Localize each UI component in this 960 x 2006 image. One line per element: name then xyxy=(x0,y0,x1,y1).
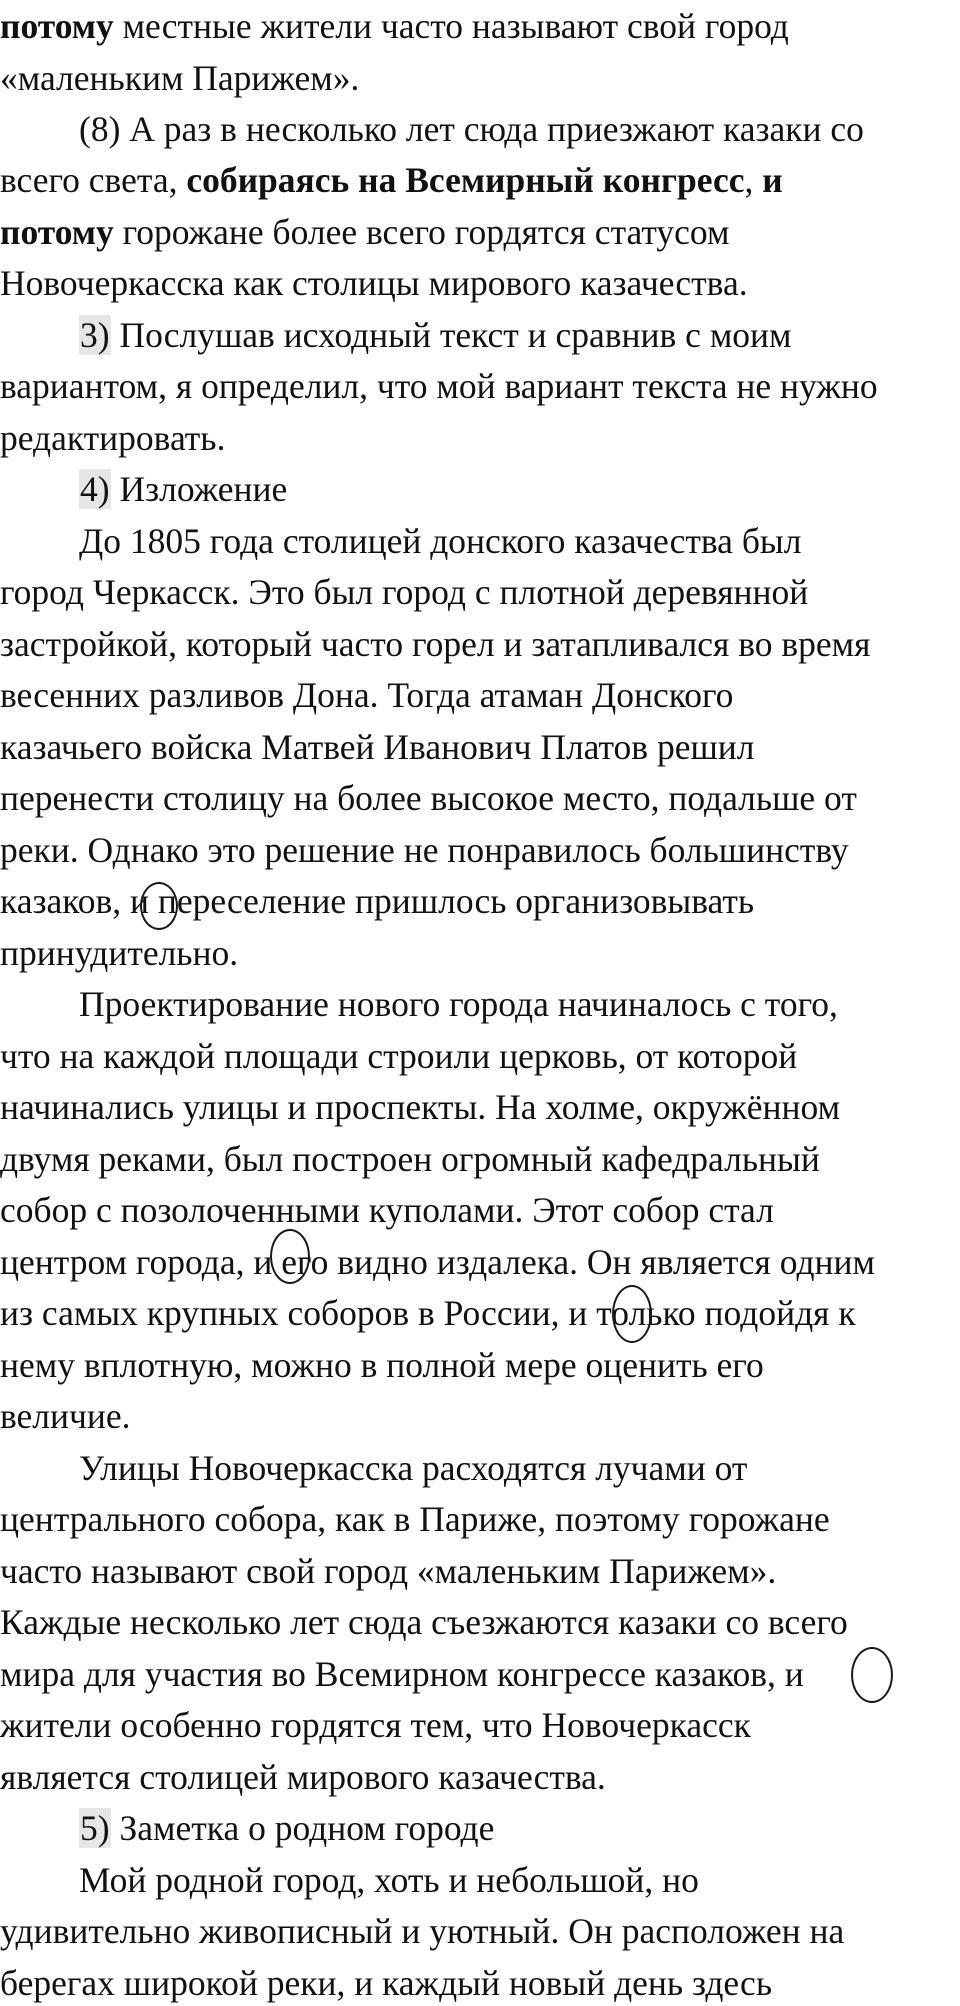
p2-line: двумя реками, был построен огромный кафедральный xyxy=(0,1139,820,1179)
p3-line: является столицей мирового казачества. xyxy=(0,1757,606,1797)
intro-line-3: (8) А раз в несколько лет сюда приезжают казаки со xyxy=(79,109,864,149)
item-5-number: 5) xyxy=(80,1808,110,1848)
item-4-heading xyxy=(79,466,287,512)
p3-line: жители особенно гордятся тем, что Новочеркасск xyxy=(0,1705,751,1745)
p1-line: казачьего войска Матвей Иванович Платов решил xyxy=(0,727,755,767)
p1-line: принудительно. xyxy=(0,933,239,973)
p1-line: казаков, и переселение пришлось организовывать xyxy=(0,881,755,921)
circle-annotation-icon xyxy=(851,1647,893,1703)
item-3-line-2: вариантом, я определил, что мой вариант текста не нужно xyxy=(0,366,878,406)
p2-line: Проектирование нового города начиналось с того, xyxy=(79,984,838,1024)
p3-line: Улицы Новочеркасска расходятся лучами от xyxy=(79,1448,748,1488)
item-4-number: 4) xyxy=(80,469,110,509)
p1-line: город Черкасск. Это был город с плотной деревянной xyxy=(0,572,809,612)
item-5-line: Мой родной город, хоть и небольшой, но xyxy=(79,1860,699,1900)
text-run: Послушав исходный текст и сравнив с моим xyxy=(110,315,792,355)
intro-line-1 xyxy=(0,3,789,49)
circle-annotation-icon xyxy=(270,1229,310,1284)
intro-line-5 xyxy=(0,209,729,255)
text-run: горожане более всего гордятся статусом xyxy=(113,212,730,252)
p3-line: центрального собора, как в Париже, поэтому горожане xyxy=(0,1499,830,1539)
p2-line: собор с позолоченными куполами. Этот собор стал xyxy=(0,1190,774,1230)
intro-line-2: «маленьким Парижем». xyxy=(0,58,360,98)
p3-line: Каждые несколько лет сюда съезжаются казаки со всего xyxy=(0,1602,848,1642)
p2-line: что на каждой площади строили церковь, от которой xyxy=(0,1036,798,1076)
item-3-line-1 xyxy=(79,312,792,358)
p2-line: нему вплотную, можно в полной мере оценить его xyxy=(0,1345,764,1385)
bold-word: и xyxy=(762,160,783,200)
intro-line-4 xyxy=(0,157,783,203)
p3-line: мира для участия во Всемирном конгрессе казаков, и xyxy=(0,1654,804,1694)
heading-text: Изложение xyxy=(110,469,288,509)
p2-line: центром города, и его видно издалека. Он является одним xyxy=(0,1242,876,1282)
item-3-line-3: редактировать. xyxy=(0,418,226,458)
bold-word: потому xyxy=(0,212,114,252)
p1-line: весенних разливов Дона. Тогда атаман Донского xyxy=(0,675,734,715)
p1-line: До 1805 года столицей донского казачества был xyxy=(79,521,802,561)
p2-line: величие. xyxy=(0,1396,131,1436)
bold-word: потому xyxy=(0,6,114,46)
intro-line-6: Новочеркасска как столицы мирового казачества. xyxy=(0,263,748,303)
p1-line: застройкой, который часто горел и затапливался во время xyxy=(0,624,871,664)
p1-line: перенести столицу на более высокое место, подальше от xyxy=(0,778,857,818)
item-5-line: берегах широкой реки, и каждый новый день здесь xyxy=(0,1963,773,2003)
p1-line: реки. Однако это решение не понравилось большинству xyxy=(0,830,849,870)
bold-phrase: собираясь на Всемирный конгресс xyxy=(186,160,745,200)
p3-line: часто называют свой город «маленьким Парижем». xyxy=(0,1551,777,1591)
item-5-line: удивительно живописный и уютный. Он расположен на xyxy=(0,1911,845,1951)
p2-line: начинались улицы и проспекты. На холме, окружённом xyxy=(0,1087,841,1127)
p2-line: из самых крупных соборов в России, и только подойдя к xyxy=(0,1293,856,1333)
text-run: местные жители часто называют свой город xyxy=(113,6,789,46)
circle-annotation-icon xyxy=(612,1285,652,1343)
text-run: , xyxy=(744,160,763,200)
item-3-number: 3) xyxy=(80,315,110,355)
text-run: всего света, xyxy=(0,160,187,200)
heading-text: Заметка о родном городе xyxy=(110,1808,495,1848)
item-5-heading xyxy=(79,1805,494,1851)
circle-annotation-icon xyxy=(140,882,178,930)
